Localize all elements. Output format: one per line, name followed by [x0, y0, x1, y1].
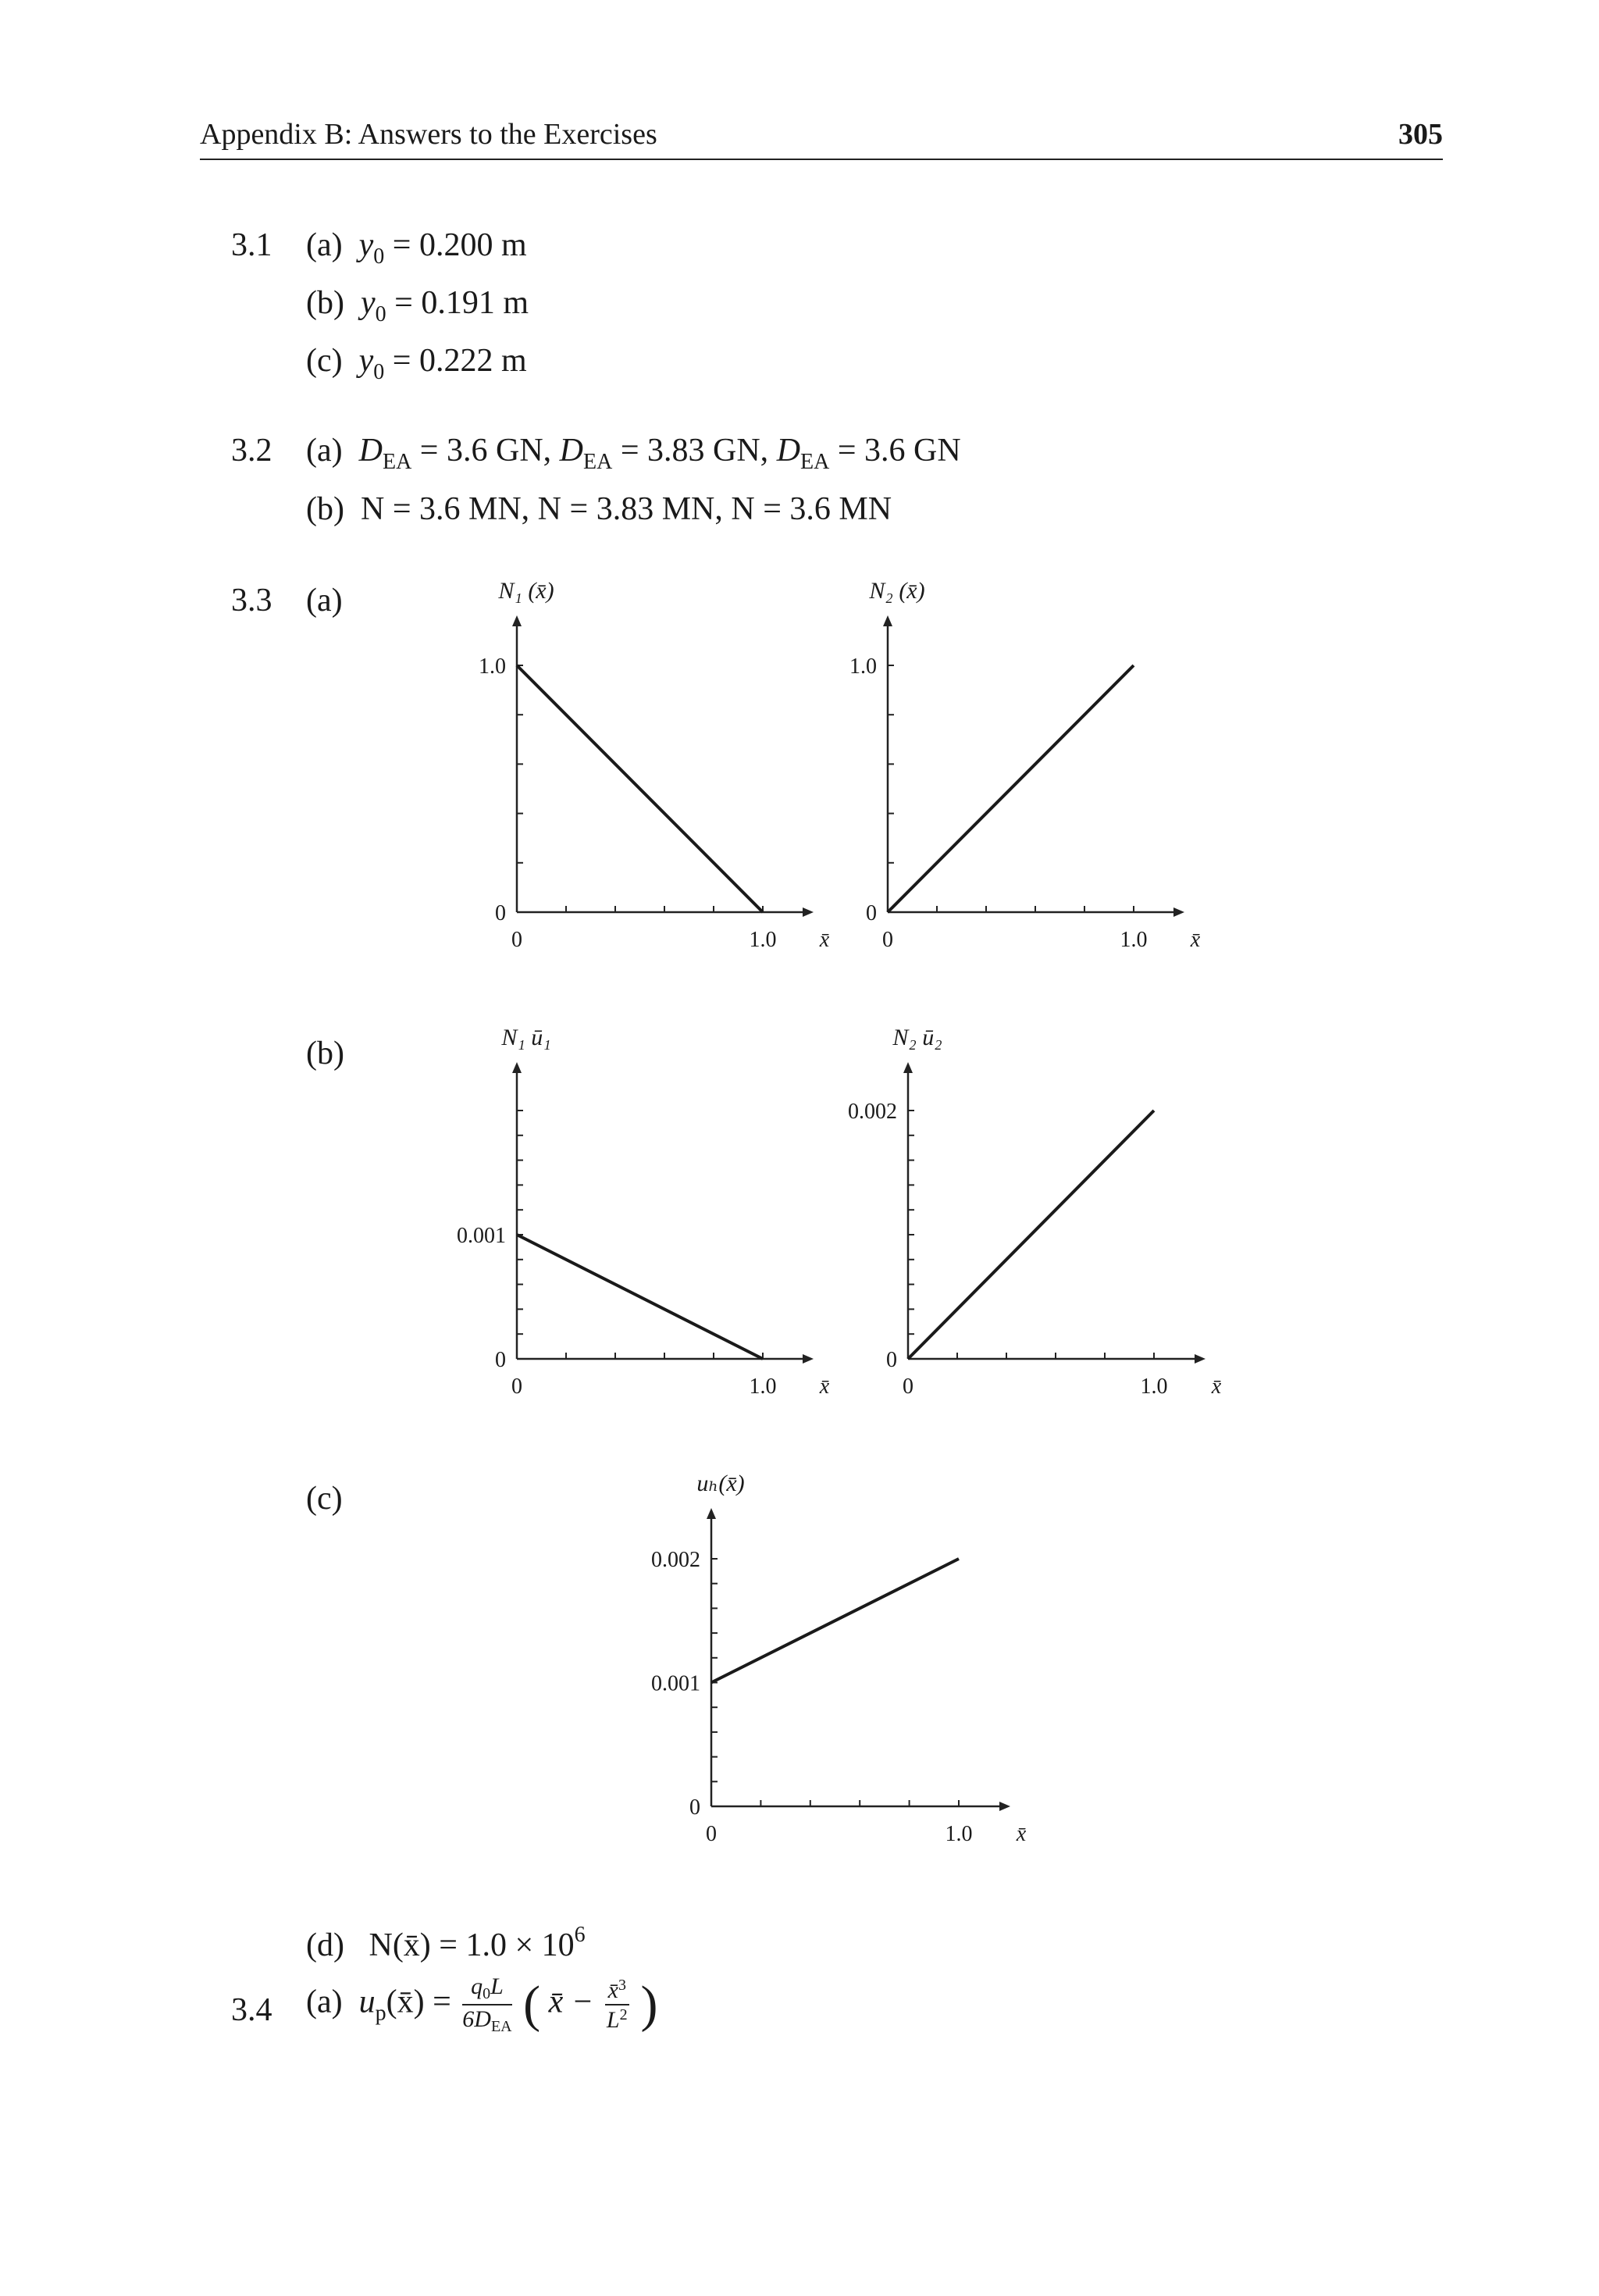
x-tick-label: 1.0 — [1140, 1374, 1168, 1399]
answer-sub: EA — [800, 450, 830, 474]
series-line — [517, 665, 763, 912]
answer-label: (a) — [306, 227, 343, 263]
answer-mid: x̄ − — [548, 1984, 594, 2020]
answer-lhs-rest: (x̄) = — [386, 1984, 451, 2020]
answer-value: N = 3.6 MN, N = 3.83 MN, N = 3.6 MN — [360, 491, 892, 527]
x-tick-label: 1.0 — [749, 928, 777, 952]
y-axis-label: N₂ (x̄) — [869, 578, 925, 604]
answer-var: D — [559, 433, 583, 469]
y-tick-label: 0 — [866, 901, 877, 925]
y-axis-arrow — [883, 615, 892, 626]
answer-sub: 0 — [375, 302, 386, 326]
answer-sub: EA — [583, 450, 613, 474]
y-tick-label: 0 — [689, 1795, 700, 1820]
y-axis-label: uₕ(x̄) — [696, 1471, 745, 1496]
x-tick-label: 0 — [706, 1822, 717, 1846]
series-line — [888, 665, 1134, 912]
answer-var: y — [360, 285, 376, 321]
x-axis-arrow — [1173, 907, 1184, 917]
answer-var: y — [358, 343, 374, 379]
x-axis-label: x̄ — [1190, 928, 1201, 952]
answer-value: = 0.191 m — [394, 285, 529, 321]
answer-expression: N(x̄) = 1.0 × 10 — [369, 1927, 575, 1963]
denominator-sub: EA — [490, 2018, 512, 2035]
answer-exponent: 6 — [574, 1923, 586, 1947]
y-tick-label: 0.002 — [848, 1100, 897, 1124]
exercise-number-3-3: 3.3 — [231, 583, 272, 619]
x-axis-label: x̄ — [819, 1374, 830, 1399]
x-tick-label: 1.0 — [1120, 928, 1148, 952]
numerator-rest: L — [490, 1973, 504, 1999]
denominator-var: 6D — [462, 2006, 491, 2032]
series-line — [517, 1235, 763, 1359]
y-axis-arrow — [903, 1062, 913, 1073]
answer-var: y — [358, 227, 374, 263]
answer-value: = 3.83 GN, — [620, 433, 769, 469]
answer-3-3-c-label: (c) — [306, 1481, 343, 1517]
x-axis-label: x̄ — [1211, 1374, 1222, 1399]
y-tick-label: 1.0 — [849, 654, 877, 679]
exercise-number-3-1: 3.1 — [231, 227, 272, 263]
answer-label: (c) — [306, 343, 343, 379]
answer-var: D — [358, 433, 383, 469]
y-axis-label: N₁ ū₁ — [501, 1025, 551, 1050]
answer-label: (d) — [306, 1927, 344, 1963]
denominator-var: L — [606, 2007, 620, 2033]
numerator-sup: 3 — [618, 1976, 626, 1994]
numerator-var: x̄ — [607, 1977, 618, 2003]
answer-label: (b) — [306, 491, 344, 527]
answer-sub: 0 — [373, 244, 385, 269]
y-tick-label: 0 — [495, 1348, 506, 1372]
y-tick-label: 0.001 — [651, 1671, 700, 1696]
answer-3-3-a-label: (a) — [306, 583, 343, 619]
running-header-title: Appendix B: Answers to the Exercises — [200, 118, 657, 151]
answer-label: (a) — [306, 1984, 343, 2020]
x-axis-arrow — [803, 1354, 814, 1364]
close-paren: ) — [640, 1976, 658, 2033]
answer-value: = 3.6 GN — [837, 433, 961, 469]
answer-sub: EA — [382, 450, 412, 474]
x-axis-arrow — [1195, 1354, 1205, 1364]
answer-var: D — [776, 433, 801, 469]
answer-sub: p — [375, 2001, 386, 2026]
x-axis-arrow — [803, 907, 814, 917]
numerator-var: q — [471, 1973, 483, 1999]
y-tick-label: 1.0 — [479, 654, 506, 679]
y-tick-label: 0 — [886, 1348, 897, 1372]
exercise-number-3-4: 3.4 — [231, 1992, 272, 2028]
x-axis-arrow — [999, 1802, 1010, 1811]
answer-value: = 0.200 m — [392, 227, 527, 263]
y-axis-arrow — [512, 615, 522, 626]
y-axis-arrow — [512, 1062, 522, 1073]
exercise-number-3-2: 3.2 — [231, 433, 272, 469]
answer-sub: 0 — [373, 360, 385, 384]
answer-label: (a) — [306, 433, 343, 469]
x-axis-label: x̄ — [819, 928, 830, 952]
y-axis-label: N₂ ū₂ — [892, 1025, 942, 1050]
y-axis-arrow — [707, 1508, 716, 1519]
y-tick-label: 0 — [495, 901, 506, 925]
page-number: 305 — [1398, 118, 1443, 151]
y-axis-label: N₁ (x̄) — [498, 578, 554, 604]
x-tick-label: 1.0 — [945, 1822, 973, 1846]
y-tick-label: 0.002 — [651, 1548, 700, 1572]
answer-3-3-b-label: (b) — [306, 1036, 344, 1071]
x-tick-label: 0 — [511, 928, 522, 952]
answer-value: = 0.222 m — [392, 343, 527, 379]
answer-label: (b) — [306, 285, 344, 321]
y-tick-label: 0.001 — [457, 1224, 506, 1248]
answer-value: = 3.6 GN, — [419, 433, 552, 469]
numerator-sub: 0 — [483, 1985, 491, 2002]
x-axis-label: x̄ — [1016, 1822, 1027, 1846]
x-tick-label: 1.0 — [749, 1374, 777, 1399]
answer-var: u — [358, 1984, 376, 2020]
denominator-sup: 2 — [619, 2006, 628, 2023]
series-line — [711, 1559, 959, 1683]
series-line — [908, 1111, 1154, 1359]
x-tick-label: 0 — [511, 1374, 522, 1399]
x-tick-label: 0 — [882, 928, 893, 952]
open-paren: ( — [523, 1976, 541, 2033]
x-tick-label: 0 — [903, 1374, 913, 1399]
